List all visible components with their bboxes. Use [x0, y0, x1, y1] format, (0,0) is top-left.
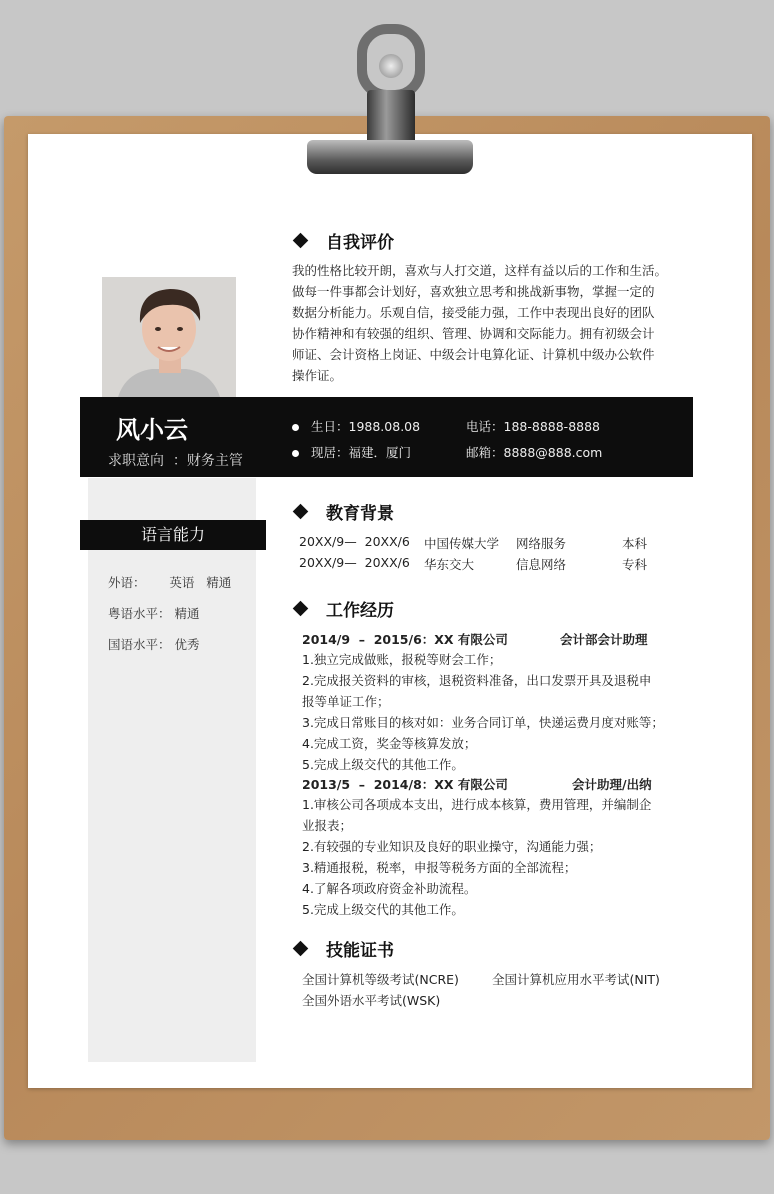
language-title: 语言能力	[80, 520, 266, 550]
job-header: 2013/5 – 2014/8：XX 有限公司	[302, 777, 508, 792]
job-duties: 1.审核公司各项成本支出，进行成本核算，费用管理，并编制企 业报表； 2.有较强的专业知识及良好的职业操守，沟通能力强； 3.精通报税，税率，申报等税务方面的全部流程； 4.了解各项政府资金补助流程。 5.完成上级交代的其他工作。	[302, 797, 652, 917]
diamond-icon	[293, 941, 309, 957]
edu-major: 网络服务	[516, 536, 567, 551]
edu-school: 中国传媒大学	[424, 536, 500, 551]
diamond-icon	[293, 504, 309, 520]
skill-item: 全国计算机应用水平考试(NIT)	[492, 972, 660, 987]
email-info: 邮箱：8888@888.com	[466, 445, 603, 460]
edu-degree: 本科	[622, 536, 648, 551]
skill-item: 全国计算机等级考试(NCRE)	[302, 972, 459, 987]
self-eval-text: 我的性格比较开朗，喜欢与人打交道，这样有益以后的工作和生活。 做每一件事都会计划好，喜欢独立思考和挑战新事物，掌握一定的 数据分析能力。乐观自信，接受能力强，工作中表现出良好的团队 协作精神和有较强的组织、管理、协调和交际能力。拥有初级会计 师证、会计资格上岗证、中级会计电算化证、计算机中级办公软件 操作证。	[292, 263, 668, 383]
avatar	[102, 277, 236, 405]
edu-period: 20XX/9— 20XX/6	[299, 534, 410, 549]
job-intention: 求职意向 ：财务主管	[108, 453, 243, 469]
birthday-info: 生日：1988.08.08	[292, 417, 420, 435]
diamond-icon	[293, 601, 309, 617]
lang-foreign: 外语： 英语 精通	[108, 575, 232, 590]
section-work: 工作经历	[295, 596, 394, 621]
edu-period: 20XX/9— 20XX/6	[299, 555, 410, 570]
edu-major: 信息网络	[516, 557, 567, 572]
skill-item: 全国外语水平考试(WSK)	[302, 993, 441, 1008]
binder-clip-icon	[305, 24, 475, 178]
lang-mandarin: 国语水平： 优秀	[108, 637, 200, 652]
edu-school: 华东交大	[424, 557, 475, 572]
residence-info: 现居：福建．厦门	[292, 443, 411, 461]
job-duties: 1.独立完成做账，报税等财会工作； 2.完成报关资料的审核，退税资料准备，出口发票开具及退税申 报等单证工作； 3.完成日常账目的核对如：业务合同订单，快递运费月度对账等； 4.完成工资，奖金等核算发放； 5.完成上级交代的其他工作。	[302, 652, 664, 772]
lang-cantonese: 粤语水平： 精通	[108, 606, 200, 621]
edu-degree: 专科	[622, 557, 648, 572]
job-header: 2014/9 – 2015/6：XX 有限公司	[302, 632, 508, 647]
section-skills: 技能证书	[295, 936, 394, 961]
job-role: 会计部会计助理	[560, 632, 648, 647]
section-education: 教育背景	[295, 499, 394, 524]
diamond-icon	[293, 233, 309, 249]
section-self-eval: 自我评价	[295, 228, 394, 253]
candidate-name: 风小云	[116, 416, 188, 444]
phone-info: 电话：188-8888-8888	[466, 419, 601, 434]
job-role: 会计助理/出纳	[572, 777, 652, 792]
sidebar-column	[88, 478, 256, 1062]
